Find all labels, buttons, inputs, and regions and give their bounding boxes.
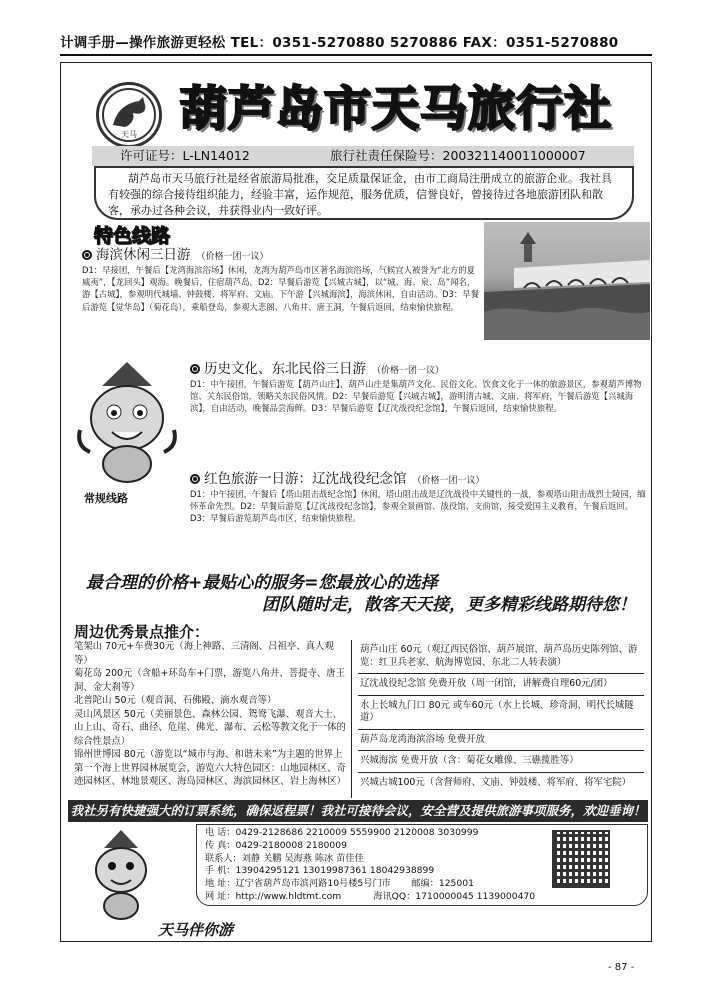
license-bar [92, 146, 634, 166]
slogan-groups: 团队随时走，散客天天接，更多精彩线路期待您！ [262, 595, 636, 615]
contact-address: 地 址：辽宁省葫芦岛市滨河路10号楼5号门市 [205, 878, 391, 890]
route-title-3 [190, 470, 485, 490]
attractions-title: 周边优秀景点推介： [74, 623, 210, 641]
contact-website[interactable]: 网 址：http://www.hldtmt.com [205, 890, 342, 902]
attractions-right-column [358, 640, 644, 798]
contact-people: 联系人：刘静 关鹏 吴海燕 陈冰 苗佳佳 [205, 852, 364, 864]
route-title-2 [190, 360, 444, 380]
attraction-item: 笔架山 70元+车费30元（海上神路、三清阁、吕祖亭、真人观等） [74, 641, 334, 666]
cartoon-mascot-icon [84, 826, 158, 922]
slogan-price-service: 最合理的价格+最贴心的服务=您最放心的选择 [86, 573, 438, 593]
contact-fax: 传 真：0429-2180008 2180009 [205, 839, 347, 851]
attraction-item: 北普陀山 50元（观音洞、石佛殿、滴水观音等） [74, 695, 277, 706]
bullet-icon [190, 474, 200, 484]
route-details-2: D1：中午接团，午餐后游览【葫芦山庄】，葫芦山庄是集葫芦文化、民俗文化、饮食文化于一体的旅游景区，参观葫芦博物馆、关东民俗馆，领略关东民俗风情。D2：早餐后游览【兴城古城】，游明清古城、文庙、将军府，午餐后游览【兴城海滨】，自由活动，晚餐品尝海鲜。D3：早餐后游览【辽沈战役纪念馆】，午餐后返回，结束愉快旅程。 [190, 379, 642, 414]
top-contact-bar: 计调手册—操作旅游更轻松 TEL：0351-5270880 5270886 FAX：0351-5270880 [60, 32, 652, 56]
attraction-item: 菊花岛 200元（含船+环岛车+门票，游览八角井、菩提寺、唐王洞、金大刹等） [74, 668, 345, 693]
route-name: 红色旅游一日游：辽沈战役纪念馆 [204, 471, 407, 487]
route-title-1 [82, 246, 269, 266]
route-price: （价格一团一议） [196, 252, 269, 262]
company-name: 葫芦岛市天马旅行社 [180, 82, 612, 137]
contact-mobile: 手 机：13904295121 13019987361 18042938899 [205, 865, 435, 877]
seaside-photo [484, 222, 650, 340]
bullet-icon [82, 250, 92, 260]
contact-web-line [205, 891, 639, 904]
insurance-number: 旅行社责任保险号：200321140011000007 [330, 148, 586, 163]
attraction-item: 兴城海滨 免费开放（含：菊花女雕像、三礁揽胜等） [358, 751, 644, 773]
horse-icon [99, 85, 159, 145]
regular-routes-label: 常规线路 [84, 492, 128, 505]
contact-qq: 海讯QQ：1710000045 1139000470 [373, 890, 536, 902]
attraction-item: 辽沈战役纪念馆 免费开放（周一闭馆，讲解费自理60元/团） [358, 674, 644, 696]
attractions-left-column [74, 640, 352, 798]
ticket-service-banner: 我社另有快捷强大的订票系统，确保返程票！我社可接待会议，安全营及提供旅游事项服务，欢迎垂询！ [68, 800, 648, 822]
attraction-item: 锦州世博园 80元（游览以“城市与海、和谐未来”为主题的世界上第一个海上世界园林展览会，游览六大特色园区：山地园林区、奇迹园林区、林地景观区、海岛园林区、海滨园林区、岩上海林区） [74, 749, 346, 787]
license-number: 许可证号：L-LN14012 [120, 148, 250, 163]
logo-text: 天马 [121, 130, 137, 139]
contact-postcode: 邮编：125001 [411, 878, 474, 890]
routes-section-title: 特色线路 [94, 225, 171, 247]
bullet-icon [190, 364, 200, 374]
mascot-image [72, 356, 182, 488]
cartoon-mascot-icon [72, 356, 182, 488]
route-price: （价格一团一议） [412, 476, 485, 486]
motto: 天马伴你游 [158, 921, 234, 939]
route-name: 海滨休闲三日游 [96, 247, 191, 263]
company-logo [96, 82, 162, 148]
attraction-item: 葫芦岛龙湾海滨浴场 免费开放 [358, 730, 644, 752]
bridge-picture-icon [484, 222, 650, 340]
route-details-3: D1：中午接团，午餐后【塔山阻击战纪念馆】休闲，塔山阻击战是辽沈战役中关键性的一战，参观塔山阻击战烈士陵园，缅怀革命先烈。D2：早餐后游览【辽沈战役纪念馆】，参观全景画馆、战役馆、支前馆，接受爱国主义教育，午餐后返回。D3：早餐后游览葫芦岛市区，结束愉快旅程。 [190, 489, 646, 524]
company-intro: 葫芦岛市天马旅行社是经省旅游局批准，交足质量保证金，由市工商局注册成立的旅游企业。我社具有较强的综合接待组织能力，经验丰富，运作规范，服务优质，信誉良好，曾接待过各地旅游团队和散客，承办过各种会议，并获得业内一致好评。 [94, 166, 634, 220]
page-number: - 87 - [608, 962, 635, 973]
attraction-item: 葫芦山庄 60元（观辽西民俗馆、葫芦展馆、葫芦岛历史陈列馆、游览：红卫兵老家、航海博览园、东北二人转表演） [358, 640, 644, 674]
attraction-item: 兴城古城100元（含督师府、文庙、钟鼓楼、将军府、将军宅院） [360, 776, 632, 788]
route-details-1: D1：早接团，午餐后【龙湾海滨浴场】休闲，龙湾为葫芦岛市区著名海滨浴场，气候宜人被誉为“北方的夏威夷”，【龙回头】观海。晚餐后，住宿葫芦岛。D2：早餐后游览【兴城古城】，以“城、海、泉、岛”闻名，游【古城】，参观明代城墙、钟鼓楼、将军府、文庙。下午游【兴城海滨】，海滨休闲，自由活动。D3：早餐后游览【觉华岛】（菊花岛），乘船登岛，参观大悲阁、八角井、唐王洞，午餐后返回，结束愉快旅程。 [82, 265, 480, 312]
route-price: （价格一团一议） [372, 366, 445, 376]
contact-phone: 电 话：0429-2128686 2210009 5559900 2120008 3030999 [205, 827, 479, 838]
qr-code-icon[interactable] [552, 830, 610, 888]
attraction-item: 灵山风景区 50元（美丽景色、森林公园、鸳鸯飞瀑、观音大士、山上山、奇石、曲径、危崖、佛光、瀑布、云松等教文化于一体的综合性景点） [74, 708, 346, 747]
route-name: 历史文化、东北民俗三日游 [204, 361, 366, 377]
mascot-image-small [84, 826, 158, 922]
attraction-item: 水上长城九门口 80元 或车60元（水上长城、珍奇洞、明代长城隧道） [358, 696, 644, 730]
